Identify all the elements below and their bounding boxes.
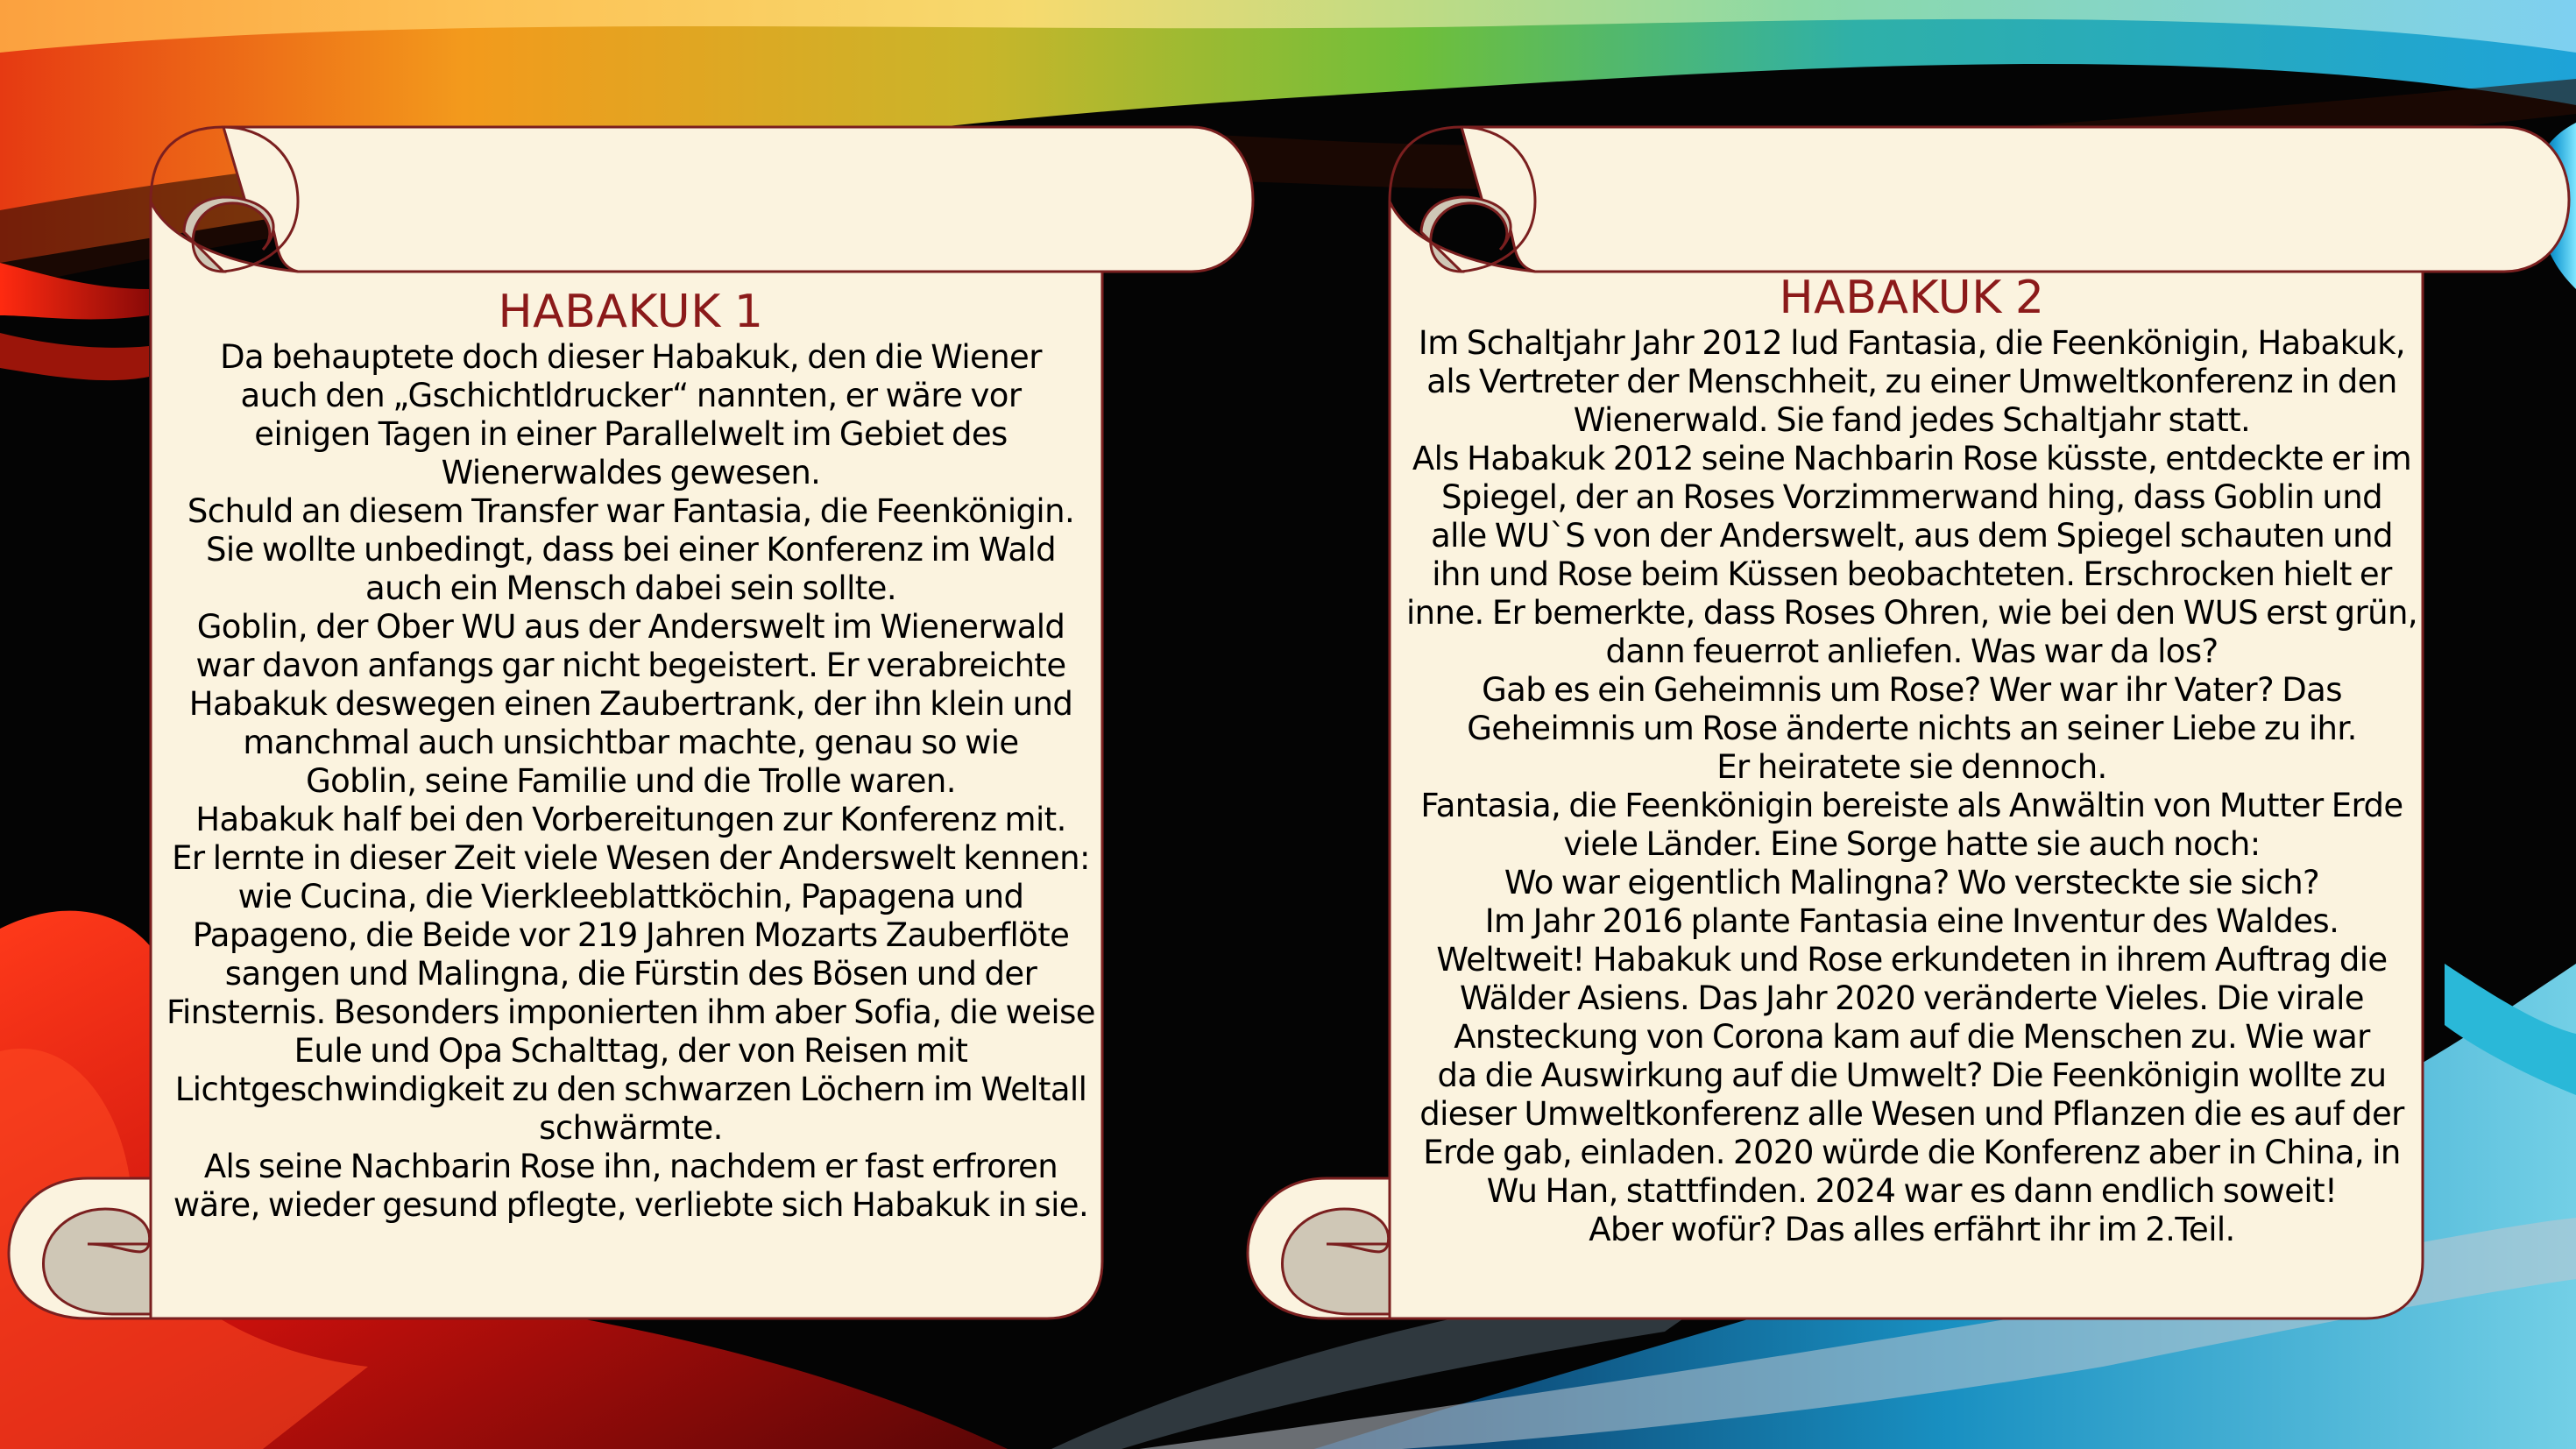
scroll-2-body: Im Schaltjahr Jahr 2012 lud Fantasia, die Feenkönigin, Habakuk, als Vertreter der Menschheit, zu einer Umweltkonferenz in den Wienerwald. Sie fand jedes Schaltjahr statt. Als Habakuk 2012 seine Nachbarin Rose küsste, entdeckte er im Spiegel, der an Roses Vorzimmerwand hing, dass Goblin und alle WU`S von der Anderswelt, aus dem Spiegel schauten und ihn und Rose beim Küssen beobachteten. Erschrocken hielt er inne. Er bemerkte, dass Roses Ohren, wie bei den WUS erst grün, dann feuerrot anliefen. Was war da los? Gab es ein Geheimnis um Rose? Wer war ihr Vater? Das Geheimnis um Rose änderte nichts an seiner Liebe zu ihr. Er heiratete sie dennoch. Fantasia, die Feenkönigin bereiste als Anwältin von Mutter Erde viele Länder. Eine Sorge hatte sie auch noch: Wo war eigentlich Malingna? Wo versteckte sie sich? Im Jahr 2016 plante Fantasia eine Inventur des Waldes. Weltweit! Habakuk und Rose erkundeten in ihrem Auftrag die Wälder Asiens. Das Jahr 2020 veränderte Vieles. Die virale Ansteckung von Corona kam auf die Menschen zu. Wie war da die Auswirkung auf die Umwelt? Die Feenkönigin wollte zu dieser Umweltkonferenz alle Wesen und Pflanzen die es auf der Erde gab, einladen. 2020 würde die Konferenz aber in China, in Wu Han, stattfinden. 2024 war es dann endlich soweit! Aber wofür? Das alles erfährt ihr im 2.Teil. (1405, 324, 2418, 1248)
scroll-1-body: Da behauptete doch dieser Habakuk, den die Wiener auch den „Gschichtldrucker“ nannten, er wäre vor einigen Tagen in einer Parallelwelt im Gebiet des Wienerwaldes gewesen. Schuld an diesem Transfer war Fantasia, die Feenkönigin. Sie wollte unbedingt, dass bei einer Konferenz im Wald auch ein Mensch dabei sein sollte. Goblin, der Ober WU aus der Anderswelt im Wienerwald war davon anfangs gar nicht begeistert. Er verabreichte Habakuk deswegen einen Zaubertrank, der ihn klein und manchmal auch unsichtbar machte, genau so wie Goblin, seine Familie und die Trolle waren. Habakuk half bei den Vorbereitungen zur Konferenz mit. Er lernte in dieser Zeit viele Wesen der Anderswelt kennen: wie Cucina, die Vierkleeblattköchin, Papagena und Papageno, die Beide vor 219 Jahren Mozarts Zauberflöte sangen und Malingna, die Fürstin des Bösen und der Finsternis. Besonders imponierten ihm aber Sofia, die weise Eule und Opa Schalttag, der von Reisen mit Lichtgeschwindigkeit zu den schwarzen Löchern im Weltall schwärmte. Als seine Nachbarin Rose ihn, nachdem er fast erfroren wäre, wieder gesund pflegte, verliebte sich Habakuk in sie. (166, 338, 1095, 1224)
scroll-2-text (1395, 272, 2429, 1249)
scroll-1-title: HABAKUK 1 (498, 286, 764, 338)
scroll-2-title: HABAKUK 2 (1779, 272, 2045, 324)
scroll-1-text (158, 286, 1104, 1225)
